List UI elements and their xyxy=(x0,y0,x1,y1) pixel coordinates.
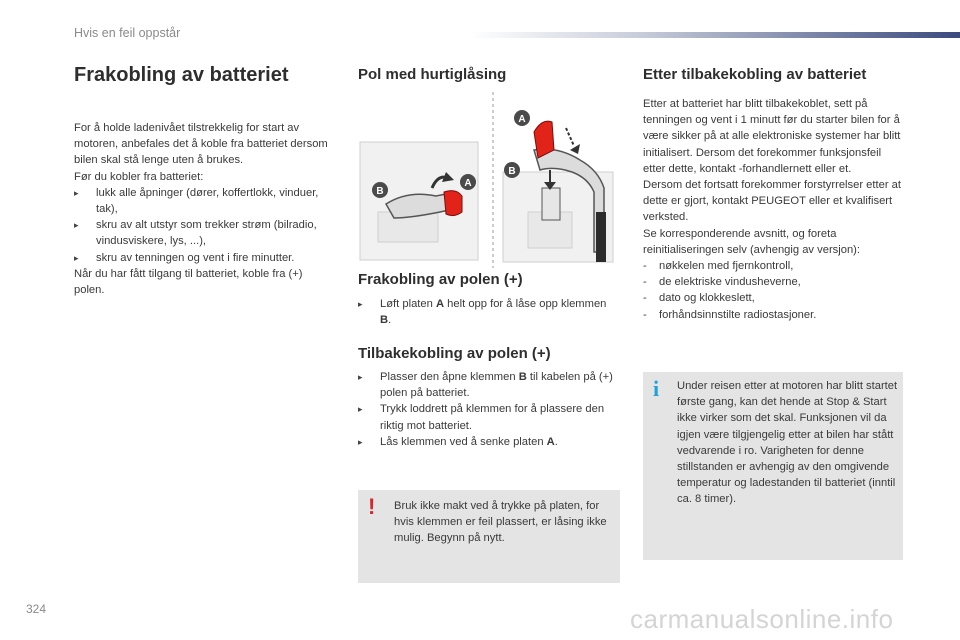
warning-text: Bruk ikke makt ved å trykke på platen, for hvis klemmen er feil plassert, er låsing ikke mulig. Begynn på nytt. xyxy=(394,500,607,545)
list-item-text: de elektriske vindusheverne, xyxy=(659,276,801,289)
list-item xyxy=(358,296,620,328)
right-column-text xyxy=(643,96,905,323)
label-a-right xyxy=(514,110,530,126)
paragraph: Se korresponderende avsnitt, og foreta reinitialiseringen selv (avhengig av versjon): xyxy=(643,227,861,256)
list-item: - forhåndsinnstilte radiostasjoner. xyxy=(643,308,817,321)
list-item xyxy=(358,369,620,401)
label-ref: A xyxy=(435,298,445,310)
list-item xyxy=(74,185,336,217)
info-box xyxy=(643,372,903,560)
bullet-icon: ▸ xyxy=(358,299,363,309)
paragraph: Etter at batteriet har blitt tilbakekoblet, sett på tenningen og vent i 1 minutt før du starter bilen for å være sikker på at alle elektroniske systemer har blitt initialisert. Dersom det forekommer funksjonsfeil etter dette, kontakt -forhandlernett eller et. xyxy=(643,98,901,175)
label-a-left xyxy=(460,174,476,190)
list-item-text: forhåndsinnstilte radiostasjoner. xyxy=(659,308,817,321)
text-run: . xyxy=(554,435,558,448)
header-gradient-bar xyxy=(470,32,960,38)
list-item-text: skru av tenningen og vent i fire minutter. xyxy=(96,251,295,264)
bullet-icon: ▸ xyxy=(74,187,79,198)
disconnect-title: Frakobling av polen (+) xyxy=(358,271,523,288)
label-ref: B xyxy=(380,314,389,327)
intro-paragraph: For å holde ladenivået tilstrekkelig for start av motoren, anbefales det å koble fra batteriet dersom bilen skal stå lenge uten å brukes. xyxy=(74,122,328,167)
list-item-text: skru av alt utstyr som trekker strøm (bilradio, vindusviskere, lys, ...), xyxy=(96,219,317,248)
svg-text:A: A xyxy=(464,178,472,189)
text-run: til kabelen på (+) polen på batteriet. xyxy=(380,371,613,400)
bullet-icon: ▸ xyxy=(358,372,363,382)
list-item xyxy=(74,217,336,249)
list-item-text: lukk alle åpninger (dører, koffertlokk, vinduer, tak), xyxy=(96,186,319,216)
page-number: 324 xyxy=(26,602,47,616)
list-item: - de elektriske vindusheverne, xyxy=(643,276,801,289)
text-run: . xyxy=(388,314,392,327)
list-item xyxy=(74,250,336,266)
label-ref: A xyxy=(546,435,555,448)
warning-icon: ! xyxy=(368,494,376,519)
reconnect-title: Tilbakekobling av polen (+) xyxy=(358,345,551,362)
before-line: Før du kobler fra batteriet: xyxy=(74,170,204,183)
battery-terminal-illustration xyxy=(358,92,620,268)
after-reconnect-title: Etter tilbakekobling av batteriet xyxy=(643,66,867,83)
svg-text:B: B xyxy=(508,166,516,177)
svg-text:A: A xyxy=(518,114,526,125)
text-run: Lås klemmen ved å senke platen xyxy=(380,435,547,448)
svg-text:B: B xyxy=(376,186,384,197)
text-run: helt opp for å låse opp klemmen xyxy=(444,298,607,310)
label-b-right xyxy=(504,162,520,178)
reconnect-steps xyxy=(358,369,620,450)
text-run: Løft platen xyxy=(380,298,436,310)
section-title: Hvis en feil oppstår xyxy=(74,26,181,40)
quick-release-title: Pol med hurtiglåsing xyxy=(358,66,507,83)
warning-box xyxy=(358,490,620,583)
outro-paragraph: Når du har fått tilgang til batteriet, koble fra (+) polen. xyxy=(74,267,303,297)
text-run: Trykk loddrett på klemmen for å plassere den riktig mot batteriet. xyxy=(380,403,605,432)
label-ref: B xyxy=(518,371,527,383)
watermark: carmanualsonline.info xyxy=(630,604,894,634)
bullet-icon: ▸ xyxy=(74,220,79,231)
list-item xyxy=(358,434,620,450)
bullet-icon: ▸ xyxy=(74,252,79,263)
list-item-text: dato og klokkeslett, xyxy=(659,292,755,305)
list-item xyxy=(358,401,620,433)
page-title: Frakobling av batteriet xyxy=(74,64,289,86)
text-run: Plasser den åpne klemmen xyxy=(380,371,519,383)
info-text: Under reisen etter at motoren har blitt startet første gang, kan det hende at Stop & Start ikke virker som det skal. Funksjonen vil da igjen være tilgjengelig etter at bilen har stått vedvarende i ro. Varigheten for denne stillstanden er avhengig av den omgivende temperatur og ladestanden til batteriet (inntil ca. 8 timer). xyxy=(677,380,898,506)
paragraph: Dersom det fortsatt forekommer forstyrrelser etter at dette er gjort, kontakt PEUGEOT eller et kvalifisert verksted. xyxy=(643,179,902,224)
label-b-left xyxy=(372,182,388,198)
info-icon: i xyxy=(653,376,660,401)
disconnect-steps xyxy=(358,296,620,328)
bullet-icon: ▸ xyxy=(358,436,363,447)
list-item: - dato og klokkeslett, xyxy=(643,292,755,305)
bullet-icon: ▸ xyxy=(358,404,363,415)
list-item: - nøkkelen med fjernkontroll, xyxy=(643,260,794,273)
left-column-text xyxy=(74,120,336,298)
list-item-text: nøkkelen med fjernkontroll, xyxy=(659,260,794,273)
